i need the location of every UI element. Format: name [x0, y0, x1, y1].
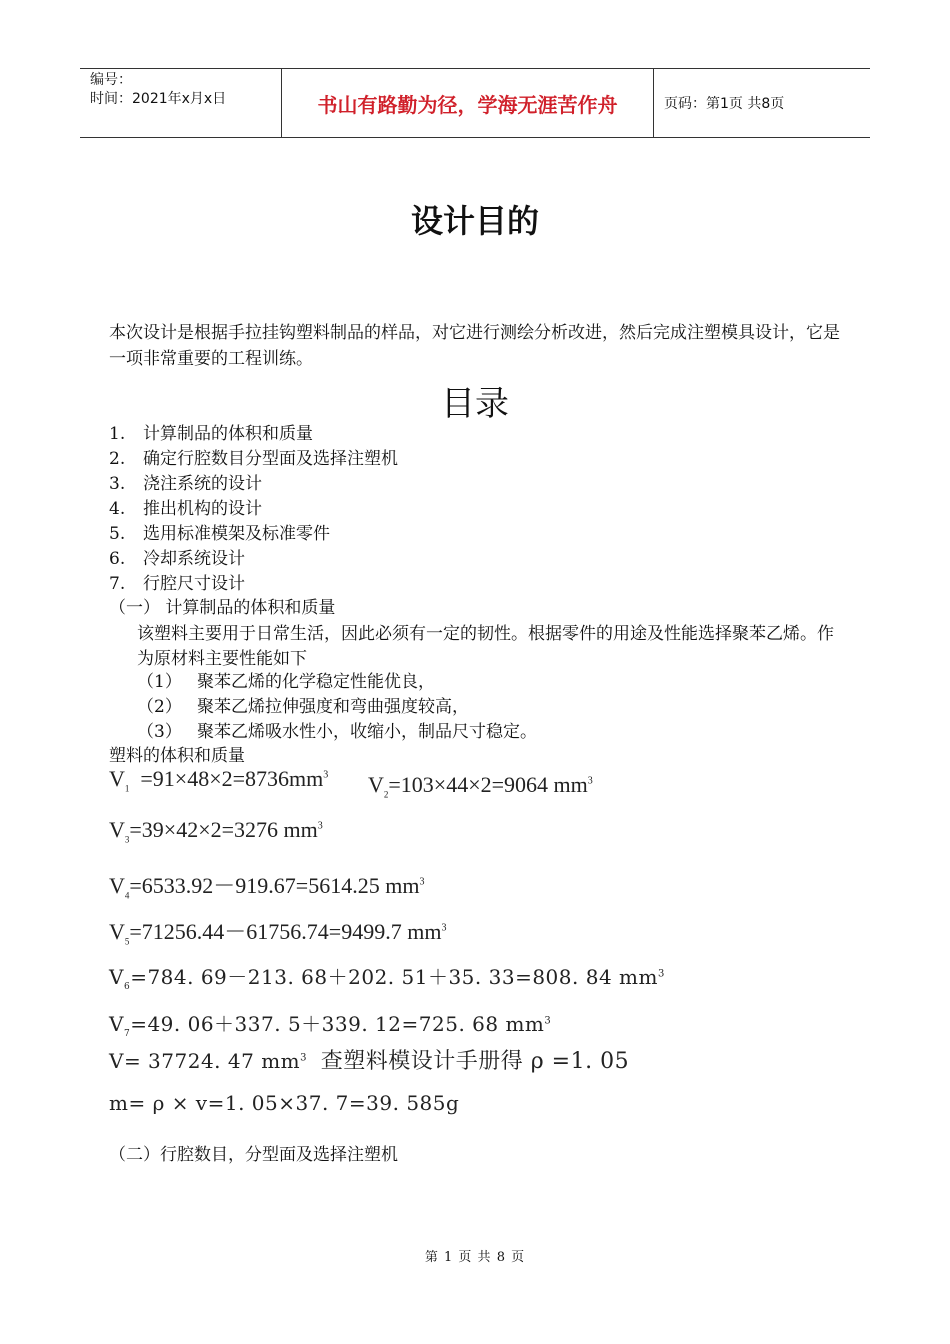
- section1-heading: （一） 计算制品的体积和质量: [109, 598, 336, 618]
- page-title: 设计目的: [410, 202, 539, 240]
- header-motto: 书山有路勤为径，学海无涯苦作舟: [282, 69, 654, 137]
- toc-title: 目录: [441, 384, 509, 424]
- toc-item: 5. 选用标准模架及标准零件: [109, 524, 330, 544]
- formula-v1: $V_1 =91\times 48\times 2=8736mm^3$: [109, 766, 329, 794]
- header-meta: [80, 69, 282, 137]
- formula-v7: $V_7=49$. 06＋337. 5＋339. 12=725. 68 $mm^3$: [109, 1012, 552, 1039]
- header-page-info: 页码：第1页 共8页: [664, 96, 785, 112]
- toc-item: 6. 冷却系统设计: [109, 549, 245, 569]
- formula-mass: m= ρ × v=1. 05×37. 7=39. 585g: [109, 1091, 460, 1115]
- intro-paragraph: 本次设计是根据手拉挂钩塑料制品的样品，对它进行测绘分析改进，然后完成注塑模具设计，它是一项非常重要的工程训练。: [109, 323, 840, 369]
- toc-item: 2. 确定行腔数目分型面及选择注塑机: [109, 449, 398, 469]
- formula-v6: $V_6=784$. 69－213. 68＋202. 51＋35. 33=808. 84 $mm^3$: [109, 965, 665, 992]
- property-item: （1） 聚苯乙烯的化学稳定性能优良，: [137, 672, 435, 692]
- page-footer: 第 1 页 共 8 页: [424, 1250, 526, 1265]
- formula-v-total: V= 37724. 47 $mm^3$ 查塑料模设计手册得 ρ =1. 05: [109, 1049, 630, 1074]
- section2-heading: （二）行腔数目，分型面及选择注塑机: [109, 1145, 398, 1165]
- property-item: （3） 聚苯乙烯吸水性小，收缩小，制品尺寸稳定。: [137, 722, 537, 742]
- formula-v4: $V_4=6533.92-919.67=5614.25$ $mm^3$: [109, 873, 425, 901]
- toc-item: 7. 行腔尺寸设计: [109, 574, 245, 594]
- serial-label: 编号：: [90, 72, 132, 88]
- formula-v3: $V_3=39\times 42\times 2=3276$ $mm^3$: [109, 817, 323, 845]
- volume-mass-label: 塑料的体积和质量: [109, 746, 245, 766]
- time-label: 时间：2021年x月x日: [90, 91, 227, 107]
- section1-paragraph: 该塑料主要用于日常生活，因此必须有一定的韧性。根据零件的用途及性能选择聚苯乙烯。作为原材料主要性能如下: [137, 624, 834, 669]
- formula-v2: $V_2=103\times 44\times 2=9064$ $mm^3$: [368, 772, 593, 800]
- header-table: [80, 68, 870, 138]
- toc-item: 1. 计算制品的体积和质量: [109, 424, 313, 444]
- formula-v5: $V_5=71256.44-61756.74=9499.7$ $mm^3$: [109, 919, 447, 947]
- property-item: （2） 聚苯乙烯拉伸强度和弯曲强度较高，: [137, 697, 469, 717]
- toc-list: [109, 422, 809, 597]
- toc-item: 4. 推出机构的设计: [109, 499, 262, 519]
- toc-item: 3. 浇注系统的设计: [109, 474, 262, 494]
